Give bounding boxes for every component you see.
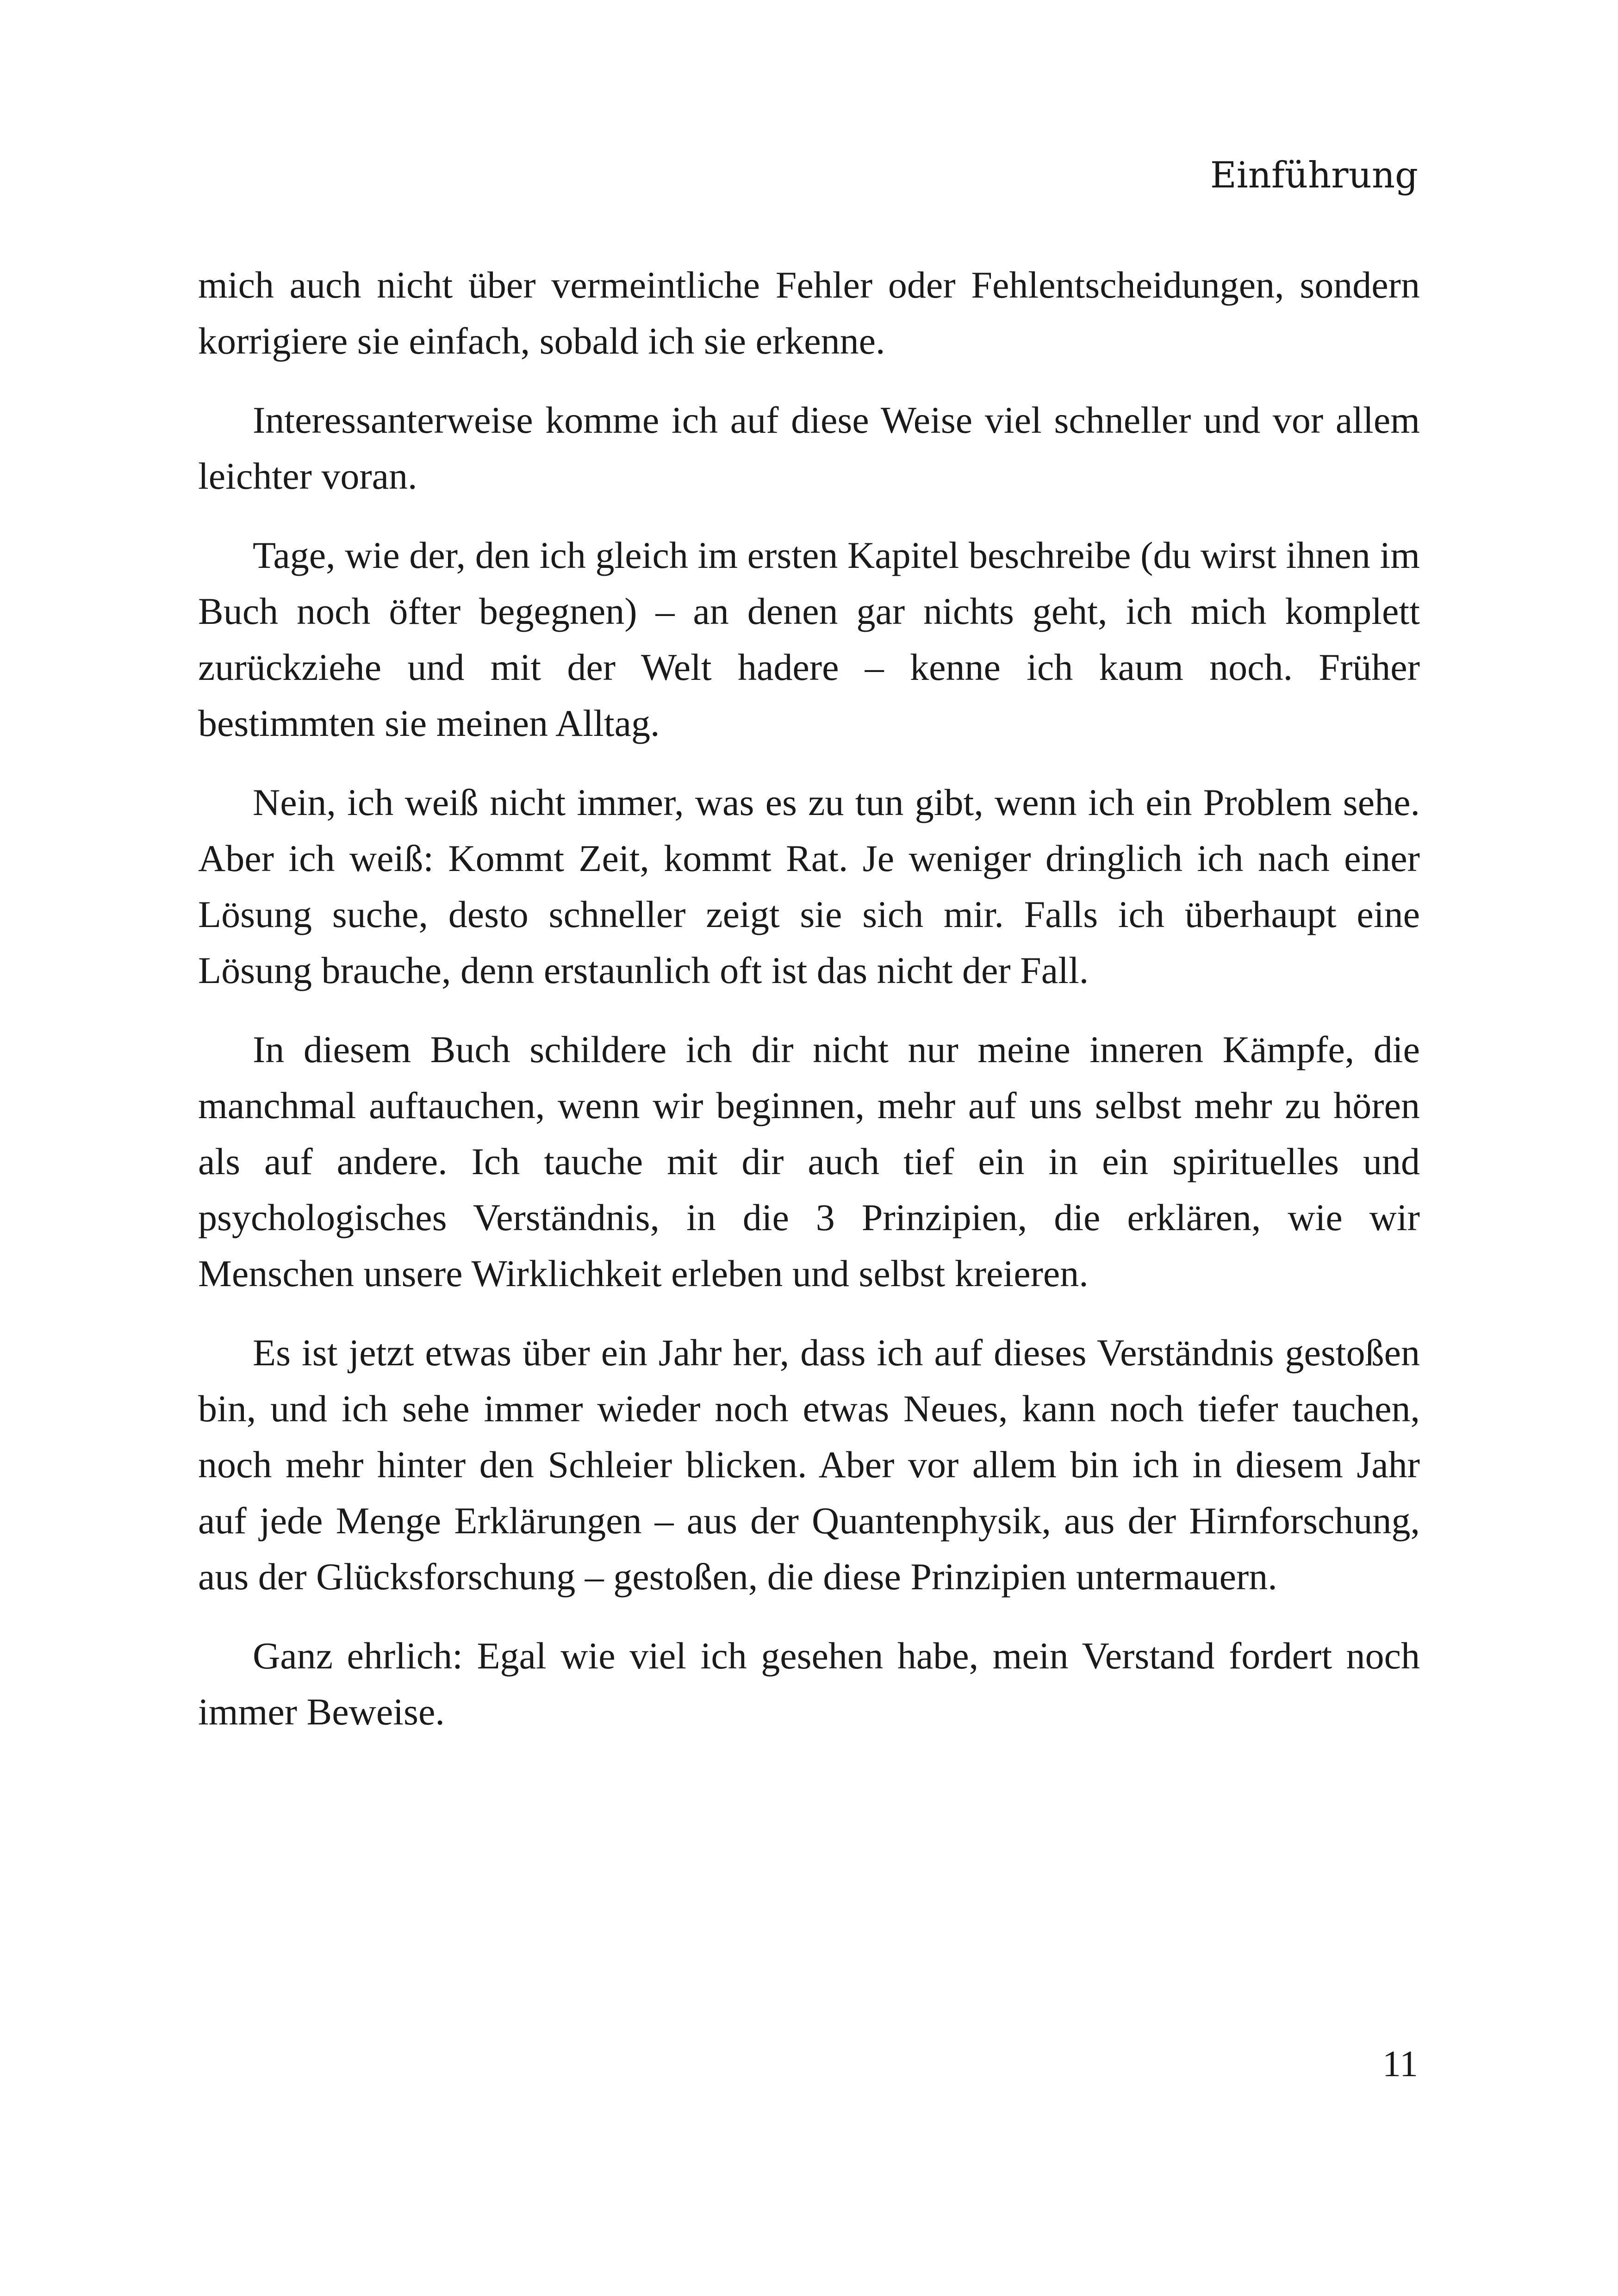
body-text bbox=[198, 257, 1420, 1763]
running-header: Einführung bbox=[1210, 155, 1418, 196]
paragraph: Es ist jetzt etwas über ein Jahr her, dass ich auf dieses Verständnis gestoßen bin, und ich sehe immer wieder noch etwas Neues, kann noch tiefer tauchen, noch mehr hinter den Schleier blicken. Aber vor allem bin ich in diesem Jahr auf jede Menge Erklärungen – aus der Quantenphysik, aus der Hirnforschung, aus der Glücksforschung – gestoßen, die diese Prinzipien untermauern. bbox=[198, 1332, 1420, 1598]
paragraph: Ganz ehrlich: Egal wie viel ich gesehen habe, mein Verstand fordert noch immer Beweise. bbox=[198, 1635, 1420, 1733]
paragraph-continuation: mich auch nicht über vermeintliche Fehler oder Fehlentscheidungen, sondern korrigiere sie einfach, sobald ich sie erkenne. bbox=[198, 264, 1420, 362]
paragraph: Nein, ich weiß nicht immer, was es zu tun gibt, wenn ich ein Problem sehe. Aber ich weiß: Kommt Zeit, kommt Rat. Je weniger dringlich ich nach einer Lösung suche, desto schneller zeigt sie sich mir. Falls ich überhaupt eine Lösung brauche, denn erstaunlich oft ist das nicht der Fall. bbox=[198, 781, 1420, 991]
paragraph: Interessanterweise komme ich auf diese Weise viel schneller und vor allem leichter voran. bbox=[198, 399, 1420, 497]
paragraph: In diesem Buch schildere ich dir nicht nur meine inneren Kämpfe, die manchmal auftauchen, wenn wir beginnen, mehr auf uns selbst mehr zu hören als auf andere. Ich tauche mit dir auch tief ein in ein spirituelles und psychologisches Verständnis, in die 3 Prinzipien, die erklären, wie wir Menschen unsere Wirklichkeit erleben und selbst kreieren. bbox=[198, 1028, 1420, 1294]
page-number: 11 bbox=[1382, 2044, 1418, 2084]
paragraph: Tage, wie der, den ich gleich im ersten Kapitel beschreibe (du wirst ihnen im Buch noch öfter begegnen) – an denen gar nichts geht, ich mich komplett zurückziehe und mit der Welt hadere – kenne ich kaum noch. Früher bestimmten sie meinen Alltag. bbox=[198, 534, 1420, 744]
